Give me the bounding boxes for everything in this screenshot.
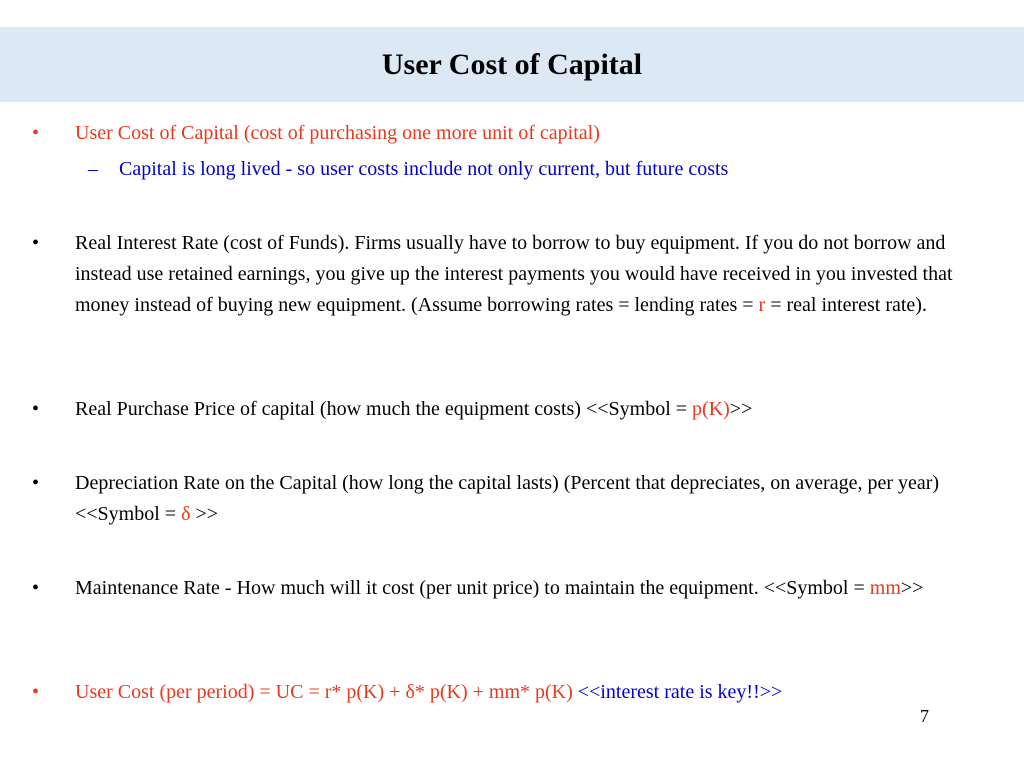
symbol-r: r	[758, 294, 766, 316]
user-cost-formula: User Cost (per period) = UC = r* p(K) + δ* p(K) + mm* p(K)	[75, 681, 578, 703]
bullet-text	[75, 468, 975, 530]
bullet-text-part: Depreciation Rate on the Capital (how long the capital lasts) (Percent that depreciates, on average, per year) <<Symbol =	[75, 472, 940, 525]
bullet-marker: •	[32, 398, 40, 420]
bullet-marker: •	[32, 681, 40, 703]
bullet-text-part: >>	[190, 503, 219, 525]
bullet-text-part: >>	[900, 577, 924, 599]
bullet-text-part: Real Purchase Price of capital (how much the equipment costs) <<Symbol =	[75, 398, 693, 420]
symbol-delta: δ	[181, 503, 191, 525]
bullet-text-part: Real Interest Rate (cost of Funds). Firms usually have to borrow to buy equipment. If you do not borrow and instead use retained earnings, you give up the interest payments you would have received in you invested that money instead of buying new equipment. (Assume borrowing rates = lending rates =	[75, 232, 953, 316]
bullet-marker: •	[32, 122, 40, 144]
bullet-marker: •	[32, 577, 40, 599]
bullet-text-part: Maintenance Rate - How much will it cost (per unit price) to maintain the equipment. <<Symbol =	[75, 577, 870, 599]
bullet-text-part: >>	[729, 398, 753, 420]
formula-note: <<interest rate is key!!>>	[577, 681, 783, 703]
page-number: 7	[920, 706, 929, 726]
sub-bullet-text: Capital is long lived - so user costs include not only current, but future costs	[119, 158, 729, 180]
bullet-text-part: = real interest rate).	[765, 294, 927, 316]
symbol-mm: mm	[869, 577, 901, 599]
title-bar	[0, 27, 1024, 102]
bullet-marker: •	[32, 232, 40, 254]
bullet-marker: •	[32, 472, 40, 494]
dash-marker: –	[88, 158, 98, 180]
slide-title: User Cost of Capital	[381, 47, 643, 81]
bullet-text: User Cost of Capital (cost of purchasing one more unit of capital)	[75, 122, 600, 144]
symbol-pk: p(K)	[692, 398, 730, 420]
bullet-text	[75, 677, 925, 708]
bullet-text	[75, 394, 975, 425]
bullet-text	[75, 573, 975, 604]
bullet-text	[75, 228, 975, 321]
